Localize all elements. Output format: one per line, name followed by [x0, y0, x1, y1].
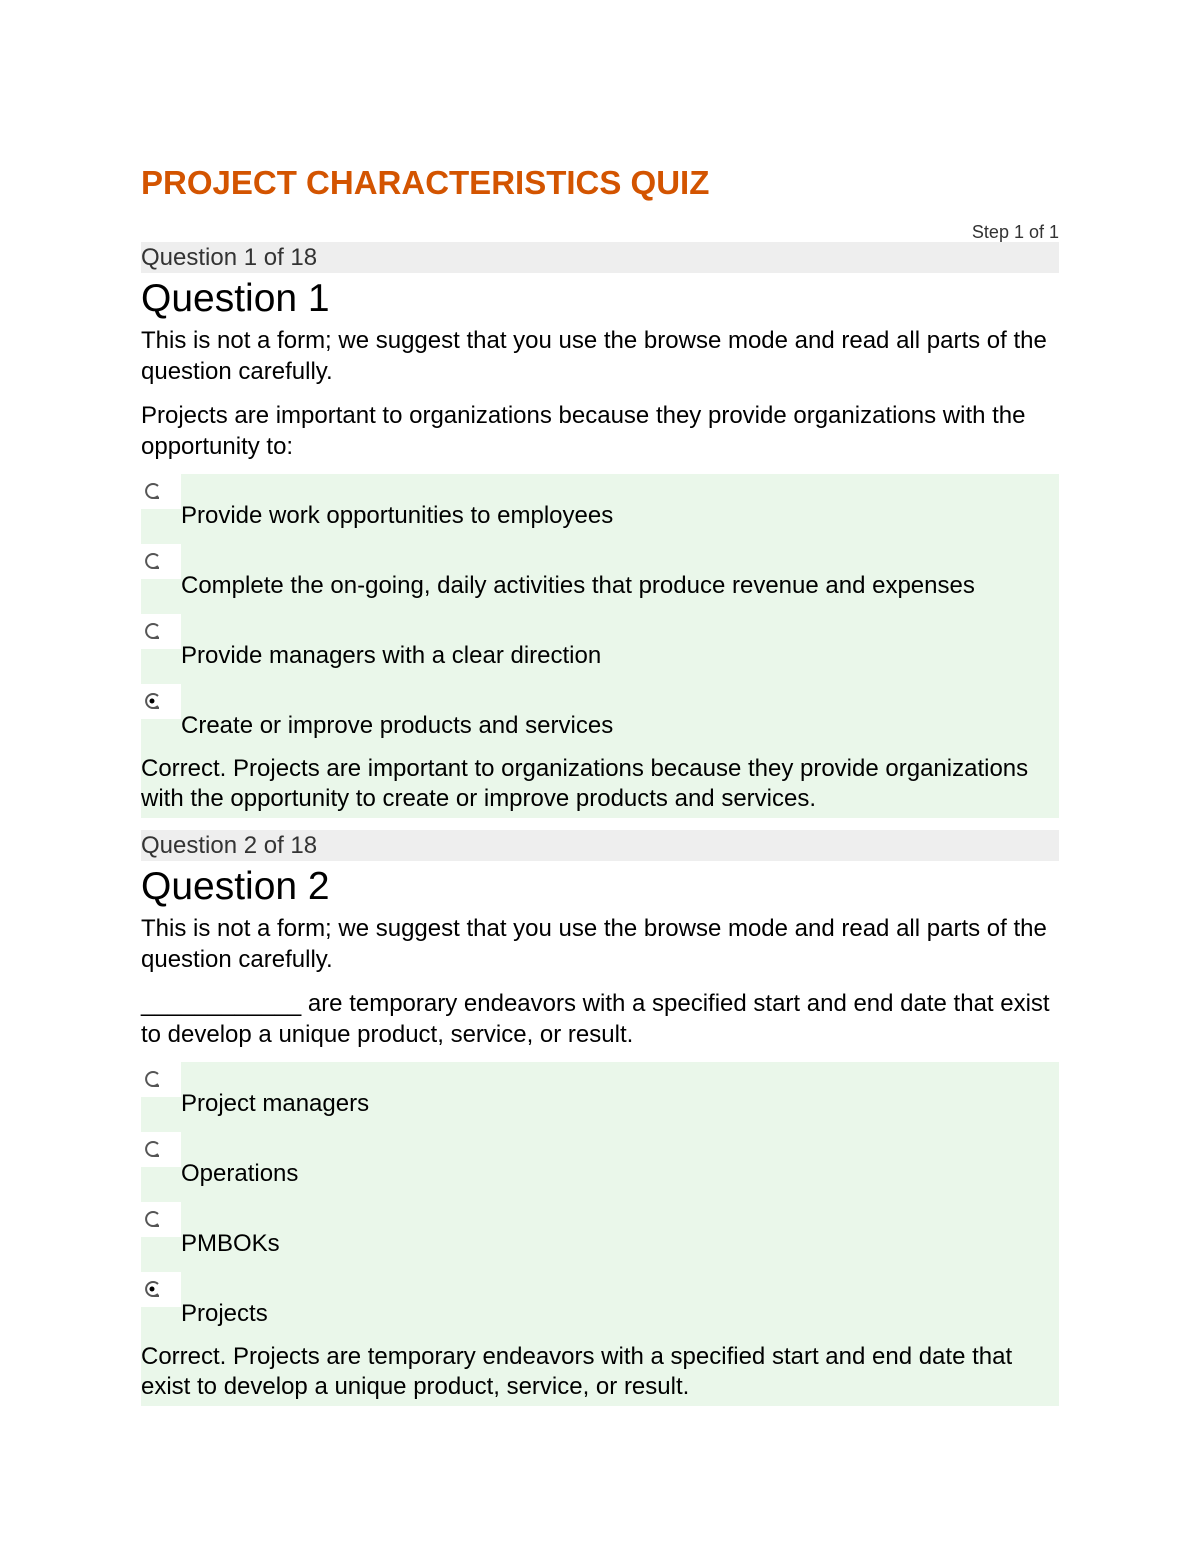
question-counter: Question 1 of 18	[141, 242, 1059, 273]
question-counter: Question 2 of 18	[141, 830, 1059, 861]
radio-unchecked-icon[interactable]	[141, 474, 181, 509]
radio-unchecked-icon[interactable]	[141, 1062, 181, 1097]
question-prompt-text: are temporary endeavors with a specified start and end date that exist to develop a unique product, service, or result.	[141, 990, 1050, 1048]
answer-option-selected[interactable]	[141, 684, 1059, 754]
question-heading: Question 1	[141, 277, 330, 320]
answer-list	[141, 1062, 1059, 1406]
answer-option[interactable]	[141, 544, 1059, 614]
question-instructions: This is not a form; we suggest that you use the browse mode and read all parts of the question carefully.	[141, 915, 1047, 973]
radio-unchecked-icon[interactable]	[141, 1132, 181, 1167]
page-title: PROJECT CHARACTERISTICS QUIZ	[141, 164, 710, 201]
answer-feedback: Correct. Projects are important to organizations because they provide organizations with the opportunity to create or improve products and services.	[141, 755, 1029, 812]
question-prompt: Projects are important to organizations because they provide organizations with the opportunity to:	[141, 402, 1026, 460]
question-heading: Question 2	[141, 865, 330, 908]
answer-option[interactable]	[141, 1202, 1059, 1272]
question-block-1	[141, 242, 1059, 818]
question-prompt	[141, 988, 1059, 1050]
answer-label: Create or improve products and services	[181, 712, 614, 739]
answer-label: Provide work opportunities to employees	[181, 502, 614, 529]
answer-label: Projects	[181, 1300, 268, 1327]
answer-option[interactable]	[141, 614, 1059, 684]
answer-label: Project managers	[181, 1090, 370, 1117]
answer-option-selected[interactable]	[141, 1272, 1059, 1342]
answer-label: Complete the on-going, daily activities that produce revenue and expenses	[181, 572, 975, 599]
answer-label: Operations	[181, 1160, 299, 1187]
radio-unchecked-icon[interactable]	[141, 614, 181, 649]
answer-label: Provide managers with a clear direction	[181, 642, 602, 669]
radio-unchecked-icon[interactable]	[141, 544, 181, 579]
answer-option[interactable]	[141, 1062, 1059, 1132]
radio-checked-icon[interactable]	[141, 684, 181, 719]
question-instructions: This is not a form; we suggest that you use the browse mode and read all parts of the question carefully.	[141, 327, 1047, 385]
fill-in-blank: ____________	[141, 990, 302, 1017]
question-block-2	[141, 830, 1059, 1406]
answer-feedback: Correct. Projects are temporary endeavors with a specified start and end date that exist to develop a unique product, service, or result.	[141, 1343, 1013, 1400]
radio-unchecked-icon[interactable]	[141, 1202, 181, 1237]
answer-option[interactable]	[141, 474, 1059, 544]
answer-option[interactable]	[141, 1132, 1059, 1202]
step-indicator: Step 1 of 1	[971, 222, 1059, 242]
radio-checked-icon[interactable]	[141, 1272, 181, 1307]
answer-list	[141, 474, 1059, 818]
answer-label: PMBOKs	[181, 1230, 280, 1257]
